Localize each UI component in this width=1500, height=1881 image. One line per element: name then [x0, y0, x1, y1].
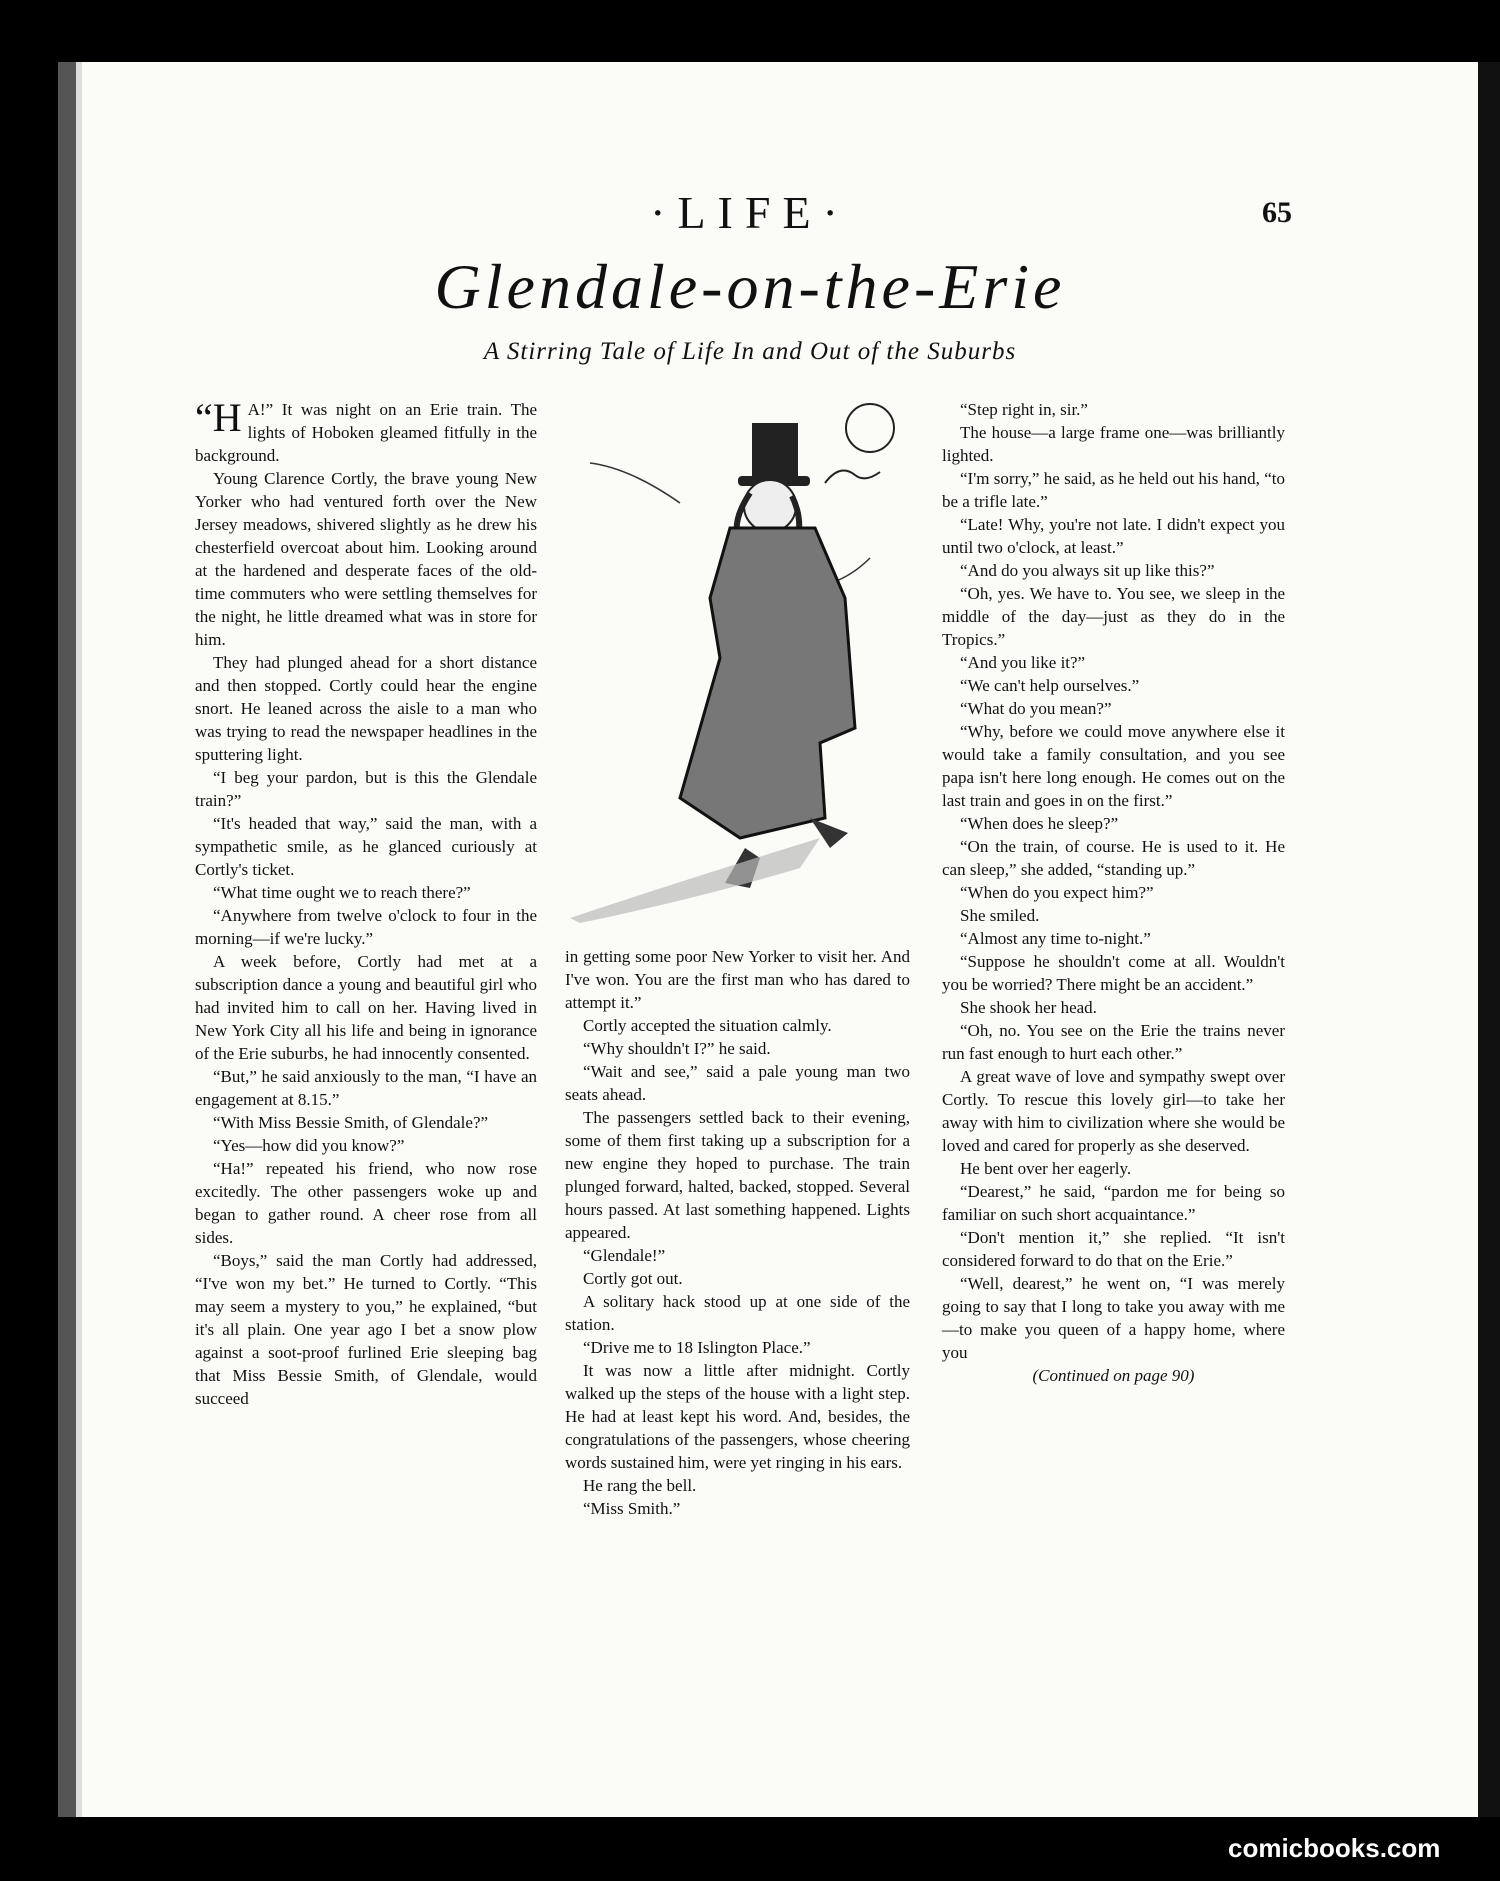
paragraph: “Oh, no. You see on the Erie the trains never run fast enough to hurt each other.”: [942, 1021, 1285, 1063]
page-binding: [58, 62, 76, 1817]
paragraph: Cortly accepted the situation calmly.: [583, 1016, 832, 1035]
paragraph: The passengers settled back to their evening, some of them first taking up a subscription for a new engine they hoped to purchase. The train plunged forward, halted, backed, stopped. Several hours passed. At last something happened. Lights appeared.: [565, 1108, 910, 1242]
article-subtitle: A Stirring Tale of Life In and Out of the Suburbs: [483, 338, 1017, 365]
continued-note: (Continued on page 90): [1032, 1366, 1195, 1385]
moon-icon: [846, 404, 894, 452]
watermark: comicbooks.com: [1228, 1833, 1441, 1863]
paragraph: “What time ought we to reach there?”: [213, 883, 471, 902]
paragraph: “Wait and see,” said a pale young man two seats ahead.: [565, 1062, 910, 1104]
paragraph: “I'm sorry,” he said, as he held out his hand, “to be a trifle late.”: [942, 469, 1285, 511]
text-column-3: [942, 398, 1285, 1387]
top-hat-icon: [752, 423, 798, 483]
paragraph: “And do you always sit up like this?”: [960, 561, 1215, 580]
paragraph: “When does he sleep?”: [960, 814, 1119, 833]
smoke-icon: [825, 471, 880, 484]
paragraph: “Step right in, sir.”: [960, 400, 1088, 419]
paragraph: A week before, Cortly had met at a subscription dance a young and beautiful girl who had invited him to call on her. Having lived in New York City all his life and being in ignorance of the Erie suburbs, he had innocently consented.: [195, 952, 537, 1063]
paragraph: She shook her head.: [960, 998, 1097, 1017]
paragraph: He bent over her eagerly.: [960, 1159, 1132, 1178]
paragraph: “Well, dearest,” he went on, “I was merely going to say that I long to take you away with me—to make you queen of a happy home, where you: [942, 1274, 1285, 1362]
paragraph: “Drive me to 18 Islington Place.”: [583, 1338, 811, 1357]
page-right-edge: [1478, 62, 1500, 1817]
paragraph: “But,” he said anxiously to the man, “I have an engagement at 8.15.”: [195, 1067, 537, 1109]
paragraph: “On the train, of course. He is used to it. He can sleep,” she added, “standing up.”: [942, 837, 1285, 879]
paragraph: “Dearest,” he said, “pardon me for being so familiar on such short acquaintance.”: [942, 1182, 1285, 1224]
text-column-1: [195, 395, 537, 1410]
paragraph: Young Clarence Cortly, the brave young New Yorker who had ventured forth over the New Jersey meadows, shivered slightly as he drew his chesterfield overcoat about him. Looking around at the hardened and desperate faces of the old-time commuters who were settling themselves for the night, he little dreamed what was in store for him.: [195, 469, 537, 649]
paragraph: in getting some poor New Yorker to visit her. And I've won. You are the first man who has dared to attempt it.”: [565, 947, 910, 1012]
article-title: Glendale-on-the-Erie: [434, 251, 1066, 322]
paragraph: “Almost any time to-night.”: [960, 929, 1151, 948]
paragraph: “When do you expect him?”: [960, 883, 1154, 902]
paragraph: “Glendale!”: [583, 1246, 666, 1265]
paragraph: “Ha!” repeated his friend, who now rose excitedly. The other passengers woke up and began to gather round. A cheer rose from all sides.: [195, 1159, 537, 1247]
paragraph: “Don't mention it,” she replied. “It isn't considered forward to do that on the Erie.”: [942, 1228, 1285, 1270]
illustration-man-in-overcoat: [570, 398, 910, 923]
paragraph: “Why shouldn't I?” he said.: [583, 1039, 771, 1058]
paragraph: A!” It was night on an Erie train. The lights of Hoboken gleamed fitfully in the background.: [195, 400, 537, 465]
paragraph: “What do you mean?”: [960, 699, 1112, 718]
paragraph: “Late! Why, you're not late. I didn't expect you until two o'clock, at least.”: [942, 515, 1285, 557]
page-number: 65: [1262, 196, 1292, 229]
paragraph: “Anywhere from twelve o'clock to four in the morning—if we're lucky.”: [195, 906, 537, 948]
paragraph: Cortly got out.: [583, 1269, 683, 1288]
paragraph: “I beg your pardon, but is this the Glendale train?”: [195, 768, 537, 810]
paragraph: The house—a large frame one—was brilliantly lighted.: [942, 423, 1285, 465]
paragraph: “We can't help ourselves.”: [960, 676, 1140, 695]
paragraph: A solitary hack stood up at one side of the station.: [565, 1292, 910, 1334]
page-binding-edge: [76, 62, 82, 1817]
paragraph: He rang the bell.: [583, 1476, 697, 1495]
paragraph: It was now a little after midnight. Cortly walked up the steps of the house with a light step. He had at least kept his word. And, besides, the congratulations of the passengers, whose cheering words sustained him, were yet ringing in his ears.: [565, 1361, 910, 1472]
paragraph: A great wave of love and sympathy swept over Cortly. To rescue this lovely girl—to take her away with him to civilization where she would be loved and cared for properly as she deserved.: [942, 1067, 1285, 1155]
paragraph: They had plunged ahead for a short distance and then stopped. Cortly could hear the engine snort. He leaned across the aisle to a man who was trying to read the newspaper headlines in the sputtering light.: [195, 653, 537, 764]
paragraph: “Miss Smith.”: [583, 1499, 681, 1518]
masthead: ·LIFE·: [650, 187, 850, 238]
paragraph: She smiled.: [960, 906, 1040, 925]
paragraph: “And you like it?”: [960, 653, 1086, 672]
paragraph: “Yes—how did you know?”: [213, 1136, 405, 1155]
overcoat: [680, 528, 855, 838]
paragraph: “Why, before we could move anywhere else it would take a family consultation, and you see papa isn't here long enough. He comes out on the last train and goes in on the first.”: [942, 722, 1285, 810]
paragraph: “Oh, yes. We have to. You see, we sleep in the middle of the day—just as they do in the Tropics.”: [942, 584, 1285, 649]
paragraph: “With Miss Bessie Smith, of Glendale?”: [213, 1113, 489, 1132]
text-column-2: [565, 945, 910, 1520]
paragraph: “Suppose he shouldn't come at all. Wouldn't you be worried? There might be an accident.”: [942, 952, 1285, 994]
paragraph: “Boys,” said the man Cortly had addressed, “I've won my bet.” He turned to Cortly. “This may seem a mystery to you,” he explained, “but it's all plain. One year ago I bet a snow plow against a soot-proof furlined Erie sleeping bag that Miss Bessie Smith, of Glendale, would succeed: [195, 1251, 537, 1408]
drop-cap: “H: [195, 395, 242, 440]
paragraph: “It's headed that way,” said the man, with a sympathetic smile, as he glanced curiously at Cortly's ticket.: [195, 814, 537, 879]
